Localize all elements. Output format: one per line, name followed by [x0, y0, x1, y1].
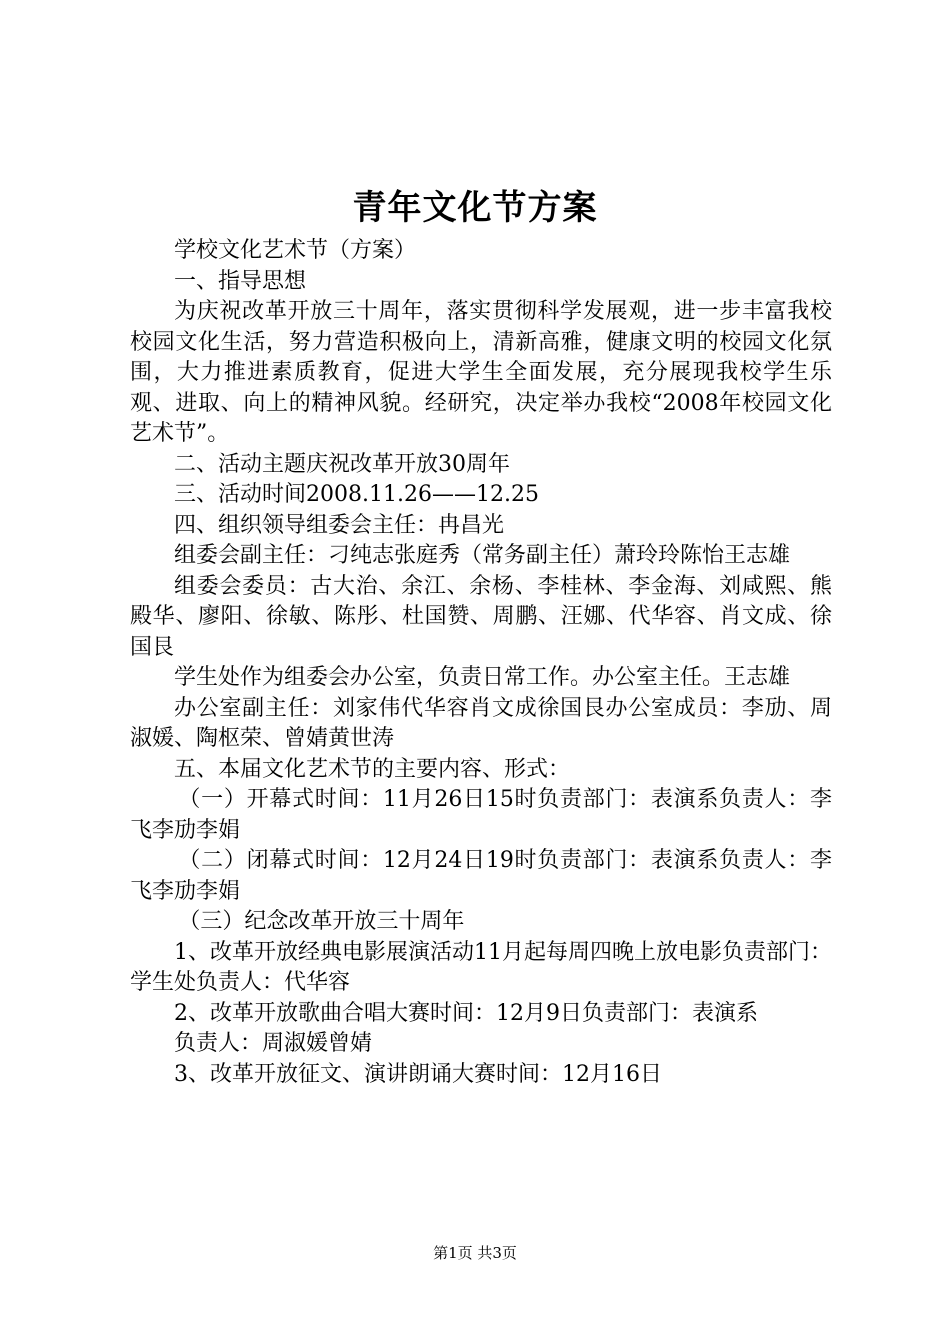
paragraph-committee-members: 组委会委员：古大治、余江、余杨、李桂林、李金海、刘咸熙、熊殿华、廖阳、徐敏、陈彤、杜国赞、周鹏、汪娜、代华容、肖文成、徐国艮 — [130, 573, 832, 660]
paragraph-closing-ceremony: （二）闭幕式时间：12月24日19时负责部门：表演系负责人：李飞李劢李娟 — [130, 848, 832, 904]
document-title: 青年文化节方案 — [352, 188, 598, 228]
paragraph-office: 学生处作为组委会办公室，负责日常工作。办公室主任。王志雄 — [174, 665, 791, 690]
paragraph-section-3: 三、活动时间2008.11.26——12.25 — [174, 482, 539, 507]
paragraph-vice-directors: 组委会副主任：刁纯志张庭秀（常务副主任）萧玲玲陈怡王志雄 — [174, 543, 791, 568]
page-footer: 第1页 共3页 — [433, 1244, 517, 1262]
paragraph-choir-responsible: 负责人：周淑媛曾婧 — [174, 1031, 373, 1056]
paragraph-choir-contest: 2、改革开放歌曲合唱大赛时间：12月9日负责部门：表演系 — [174, 1000, 758, 1026]
paragraph-section-1: 一、指导思想 — [174, 268, 307, 294]
paragraph-essay-contest: 3、改革开放征文、演讲朗诵大赛时间：12月16日 — [174, 1061, 662, 1087]
paragraph-film-event: 1、改革开放经典电影展演活动11月起每周四晚上放电影负责部门：学生处负责人：代华容 — [130, 939, 832, 995]
paragraph-anniversary: （三）纪念改革开放三十周年 — [178, 909, 465, 934]
paragraph-office-deputies: 办公室副主任：刘家伟代华容肖文成徐国艮办公室成员：李劢、周淑媛、陶枢荣、曾婧黄世涛 — [130, 695, 832, 751]
document-body — [130, 236, 832, 1090]
paragraph-guiding-thought: 为庆祝改革开放三十周年，落实贯彻科学发展观，进一步丰富我校校园文化生活，努力营造积极向上，清新高雅，健康文明的校园文化氛围，大力推进素质教育，促进大学生全面发展，充分展现我校学生乐观、进取、向上的精神风貌。经研究，决定举办我校“2008年校园文化艺术节”。 — [130, 299, 832, 446]
paragraph-subtitle: 学校文化艺术节（方案） — [174, 238, 417, 263]
paragraph-section-2: 二、活动主题庆祝改革开放30周年 — [174, 451, 510, 477]
paragraph-section-5: 五、本届文化艺术节的主要内容、形式： — [174, 756, 571, 782]
paragraph-opening-ceremony: （一）开幕式时间：11月26日15时负责部门：表演系负责人：李飞李劢李娟 — [130, 787, 832, 843]
paragraph-section-4: 四、组织领导组委会主任：冉昌光 — [174, 512, 505, 538]
